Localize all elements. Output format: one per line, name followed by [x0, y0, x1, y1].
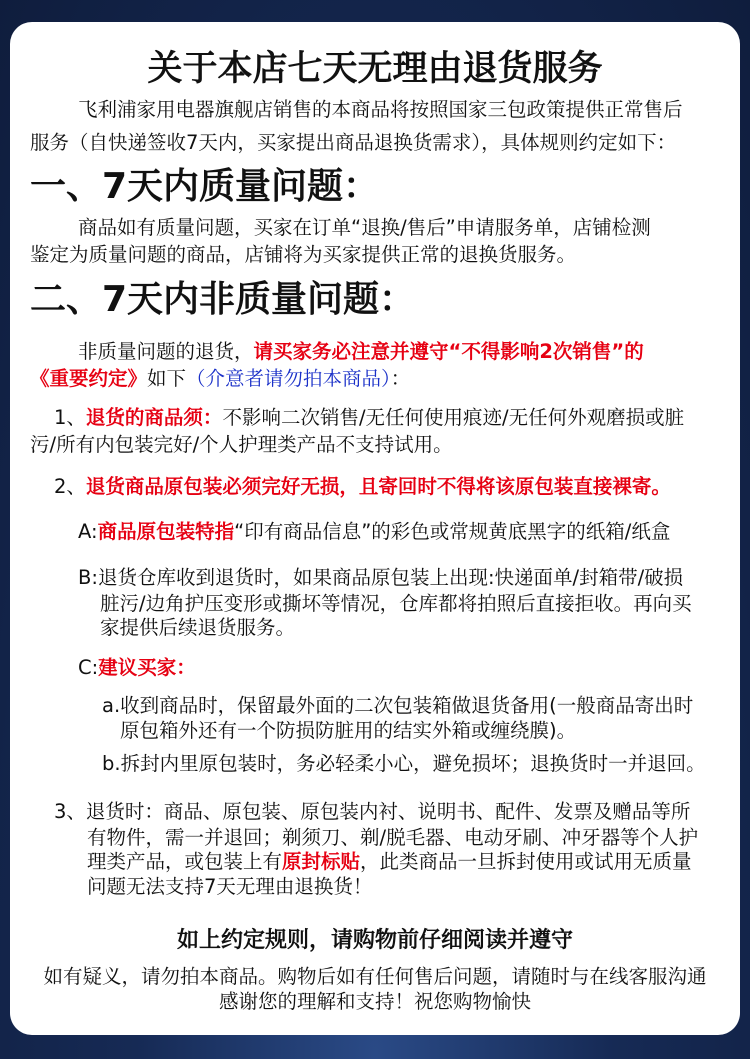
footer-line: 如有疑义，请勿拍本商品。购物后如有任何售后问题，请随时与在线客服沟通 [43, 965, 707, 988]
red-highlight: 《重要约定》 [30, 367, 148, 390]
item-A [78, 519, 670, 545]
item3: 3、退货时：商品、原包装、原包装内衬、说明书、配件、发票及赠品等所 [54, 800, 691, 823]
item-C-a: a.收到商品时，保留最外面的二次包装箱做退货备用(一般商品寄出时 [102, 694, 694, 717]
red-highlight: 原封标贴 [282, 850, 361, 873]
item-C-a: 原包箱外还有一个防损防脏用的结实外箱或缠绕膜)。 [120, 719, 577, 742]
intro-line: 服务（自快递签收7天内，买家提出商品退换货需求），具体规则约定如下： [30, 131, 677, 154]
item-B: 脏污/边角护压变形或撕坏等情况，仓库都将拍照后直接拒收。再向买 [100, 592, 692, 615]
item-C [78, 655, 196, 681]
item1 [54, 405, 684, 431]
blue-note: （介意者请勿拍本商品） [186, 367, 391, 390]
red-highlight: 建议买家： [98, 656, 196, 679]
item3 [87, 849, 692, 875]
red-highlight: 退货的商品须： [85, 406, 223, 429]
section1-text: 鉴定为质量问题的商品，店铺将为买家提供正常的退换货服务。 [30, 243, 577, 266]
item-number: 2、 [54, 475, 86, 498]
red-highlight: 请买家务必注意并遵守“不得影响2次销售”的 [253, 340, 644, 363]
item-B: 家提供后续退货服务。 [100, 616, 296, 639]
red-highlight: 商品原包装特指 [97, 520, 235, 543]
item2 [54, 474, 671, 500]
section1-text: 商品如有质量问题，买家在订单“退换/售后”申请服务单，店铺检测 [78, 216, 651, 239]
text: ： [390, 367, 411, 390]
text: “印有商品信息”的彩色或常规黄底黑字的纸箱/纸盒 [234, 520, 671, 543]
section2-intro [30, 366, 410, 392]
page-title: 关于本店七天无理由退货服务 [147, 49, 603, 89]
prefix: A: [78, 520, 98, 543]
text: 如下 [147, 367, 187, 390]
prefix: C: [78, 656, 99, 679]
section2-intro [78, 339, 644, 365]
item-B: B:退货仓库收到退货时，如果商品原包装上出现:快递面单/封箱带/破损 [78, 566, 684, 589]
item3: 有物件，需一并退回；剃须刀、剃/脱毛器、电动牙刷、冲牙器等个人护 [87, 826, 699, 849]
item3: 问题无法支持7天无理由退换货！ [87, 875, 373, 898]
item-number: 1、 [54, 406, 86, 429]
summary: 如上约定规则，请购物前仔细阅读并遵守 [176, 928, 573, 953]
section1-heading: 一、7天内质量问题： [30, 166, 380, 207]
section2-heading: 二、7天内非质量问题： [30, 279, 416, 320]
text: 理类产品，或包装上有 [87, 850, 283, 873]
text: ，此类商品一旦拆封使用或试用无质量 [360, 850, 692, 873]
text: 非质量问题的退货， [78, 340, 254, 363]
intro-line: 飞利浦家用电器旗舰店销售的本商品将按照国家三包政策提供正常售后 [78, 98, 683, 121]
text: 不影响二次销售/无任何使用痕迹/无任何外观磨损或脏 [222, 406, 685, 429]
item-C-b: b.拆封内里原包装时，务必轻柔小心，避免损坏；退换货时一并退回。 [102, 752, 706, 775]
red-highlight: 退货商品原包装必须完好无损，且寄回时不得将该原包装直接裸寄。 [85, 475, 671, 498]
item1-cont: 污/所有内包装完好/个人护理类产品不支持试用。 [30, 433, 453, 456]
footer-line: 感谢您的理解和支持！祝您购物愉快 [218, 990, 531, 1013]
